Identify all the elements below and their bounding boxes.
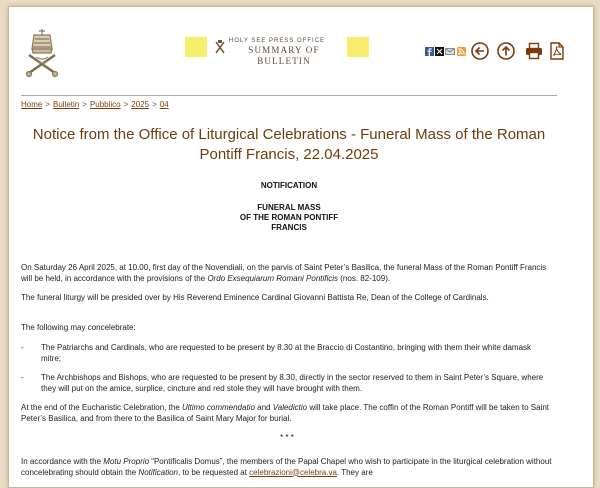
breadcrumb-year[interactable]: 2025 xyxy=(131,100,150,109)
breadcrumb-separator: > xyxy=(123,100,129,109)
valedictio: Valedictio xyxy=(272,403,308,412)
paragraph-text: . They are xyxy=(336,467,373,477)
subheading xyxy=(21,203,557,233)
email-icon[interactable] xyxy=(445,47,455,56)
up-icon[interactable] xyxy=(497,42,515,60)
notification-heading: NOTIFICATION xyxy=(260,181,318,190)
paragraph-text: In accordance with the xyxy=(21,457,104,466)
paragraph-5 xyxy=(21,457,553,478)
keys-icon xyxy=(213,40,227,55)
banner-bottom-text: SUMMARY OF BULLETIN xyxy=(248,45,320,66)
list-dash: - xyxy=(21,343,24,352)
banner-accent-right xyxy=(347,37,369,57)
paragraph-text: “Pontificalis Domus”, the members of the Papal Chapel who wish to participate in the liturgical celebration without concelebrating should obtain the xyxy=(21,457,552,477)
paragraph-text: (nos. 82-109). xyxy=(338,273,391,283)
breadcrumb-bulletin[interactable]: Bulletin xyxy=(53,100,80,109)
subheading-line: FRANCIS xyxy=(271,223,307,232)
email-link[interactable]: celebrazioni@celebra.va xyxy=(249,467,337,477)
breadcrumb-home[interactable]: Home xyxy=(21,100,43,109)
breadcrumb-month[interactable]: 04 xyxy=(159,100,169,109)
paragraph-text: , to be requested at xyxy=(178,467,250,477)
list-item-text: The Patriarchs and Cardinals, who are requested to be present by 8.30 at the Braccio di Costantino, bringing with them their white damask mitre; xyxy=(41,343,532,363)
x-icon[interactable] xyxy=(435,47,444,56)
paragraph-text: On Saturday 26 April 2025, at 10.00, first day of the Novendiali, on the parvis of Saint Peter’s Basilica, the funeral Mass of the Roman Pontiff Francis will be held, in accordance with the provisions of the xyxy=(21,263,547,283)
paragraph-text: will take place. The coffin of the Roman Pontiff will be taken to Saint Peter’s Basilica, and from there to the Basilica of Saint Mary Major for burial. xyxy=(21,403,550,423)
motu-proprio: Motu Proprio xyxy=(103,457,150,466)
breadcrumb-separator: > xyxy=(152,100,157,109)
page-title: Notice from the Office of Liturgical Celebrations - Funeral Mass of the Roman Pontiff Francis, 22.04.2025 xyxy=(32,126,546,163)
breadcrumb-separator: > xyxy=(45,100,51,109)
pdf-icon[interactable] xyxy=(549,42,565,60)
print-icon[interactable] xyxy=(525,42,543,60)
notification-term: Notification xyxy=(138,467,178,477)
page-container xyxy=(8,6,594,488)
ultimo-commendatio: Ultimo commendatio xyxy=(181,403,255,412)
facebook-icon[interactable] xyxy=(425,47,434,56)
site-header xyxy=(9,7,593,87)
list-item xyxy=(21,373,553,394)
paragraph-2: The funeral liturgy will be presided over by His Reverend Eminence Cardinal Giovanni Battista Re, Dean of the College of Cardinals. xyxy=(21,293,489,302)
summary-of-bulletin-banner[interactable] xyxy=(207,37,347,66)
subheading-line: OF THE ROMAN PONTIFF xyxy=(239,213,339,222)
banner-accent-left xyxy=(185,37,207,57)
paragraph-text: and xyxy=(254,403,273,412)
paragraph-text: At the end of the Eucharistic Celebration, the xyxy=(21,403,182,412)
rss-icon[interactable] xyxy=(457,47,466,56)
paragraph-1 xyxy=(21,263,553,284)
breadcrumb-separator: > xyxy=(82,100,87,109)
list-dash: - xyxy=(21,373,24,382)
back-icon[interactable] xyxy=(471,42,489,60)
papal-crest-logo[interactable] xyxy=(21,27,63,79)
ordo-title: Ordo Exsequiarum Romani Pontificis xyxy=(207,273,339,283)
list-item-text: The Archbishops and Bishops, who are requested to be present by 8.30, directly in the sector reserved to them in Saint Peter’s Square, where they will put on the amice, surplice, cincture and red stole they will have brought with them. xyxy=(41,373,544,393)
banner-top-text: HOLY SEE PRESS OFFICE xyxy=(228,38,326,44)
paragraph-4 xyxy=(21,403,553,424)
header-divider xyxy=(21,95,557,96)
paragraph-3: The following may concelebrate: xyxy=(21,323,136,332)
breadcrumb-pubblico[interactable]: Pubblico xyxy=(89,100,121,109)
list-item xyxy=(21,343,553,364)
breadcrumb xyxy=(21,100,169,109)
section-separator: * * * xyxy=(280,433,294,442)
subheading-line: FUNERAL MASS xyxy=(257,203,321,212)
